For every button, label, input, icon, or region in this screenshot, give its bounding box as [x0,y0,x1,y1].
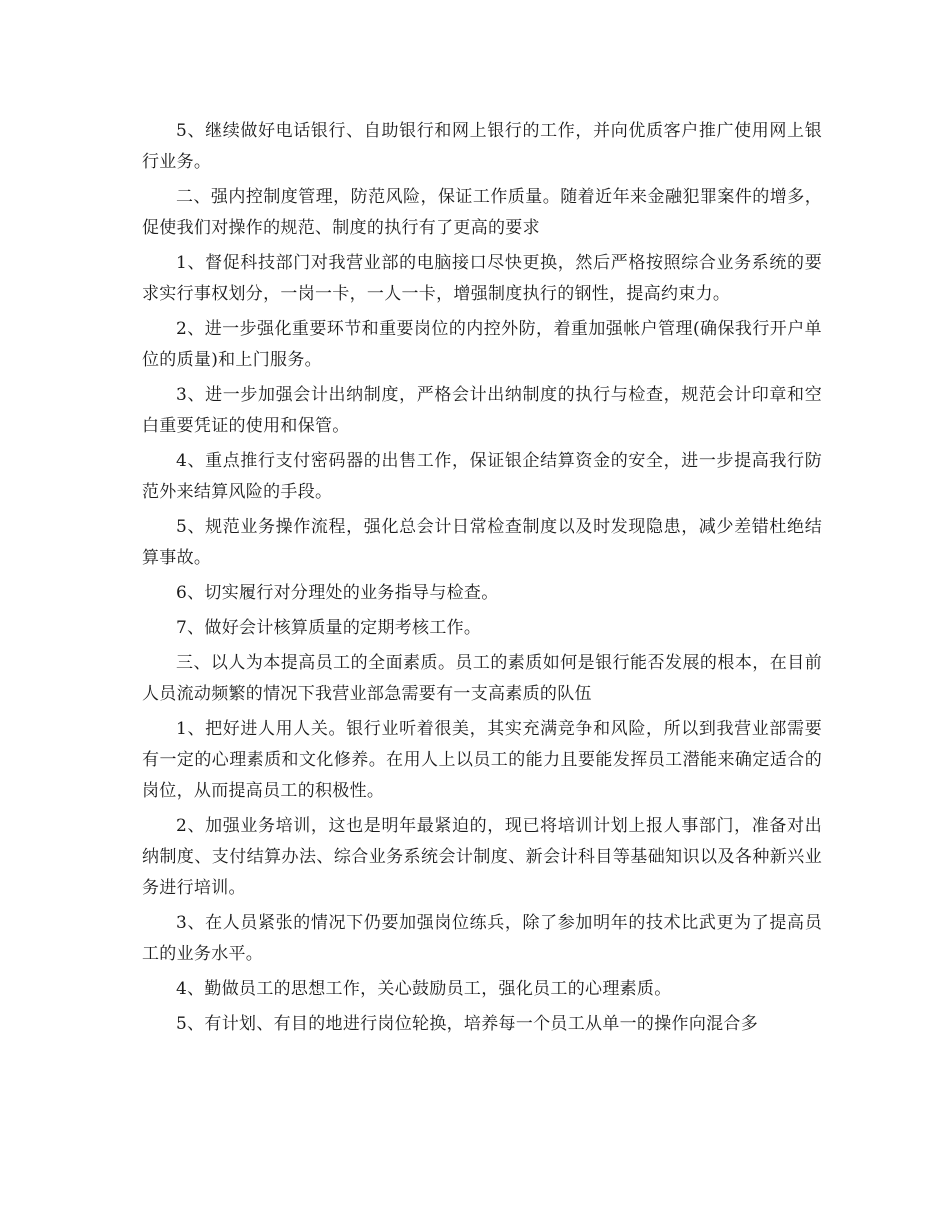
paragraph-item: 5、规范业务操作流程，强化总会计日常检查制度以及时发现隐患，减少差错杜绝结算事故。 [142,517,822,568]
paragraph-item: 7、做好会计核算质量的定期考核工作。 [176,618,482,638]
section-heading-paragraph: 二、强内控制度管理，防范风险，保证工作质量。随着近年来金融犯罪案件的增多，促使我们对操作的规范、制度的执行有了更高的要求 [142,187,822,238]
paragraph-item: 2、加强业务培训，这也是明年最紧迫的，现已将培训计划上报人事部门，准备对出纳制度、支付结算办法、综合业务系统会计制度、新会计科目等基础知识以及各种新兴业务进行培训。 [142,816,822,898]
paragraph-item: 1、督促科技部门对我营业部的电脑接口尽快更换，然后严格按照综合业务系统的要求实行事权划分，一岗一卡，一人一卡，增强制度执行的钢性，提高约束力。 [142,253,822,304]
paragraph-item: 3、进一步加强会计出纳制度，严格会计出纳制度的执行与检查，规范会计印章和空白重要凭证的使用和保管。 [142,385,822,436]
paragraph-item: 4、勤做员工的思想工作，关心鼓励员工，强化员工的心理素质。 [176,979,672,999]
paragraph-item: 5、继续做好电话银行、自助银行和网上银行的工作，并向优质客户推广使用网上银行业务。 [142,121,822,172]
section-heading-paragraph: 三、以人为本提高员工的全面素质。员工的素质如何是银行能否发展的根本，在目前人员流动频繁的情况下我营业部急需要有一支高素质的队伍 [142,653,822,704]
paragraph-item: 3、在人员紧张的情况下仍要加强岗位练兵，除了参加明年的技术比武更为了提高员工的业务水平。 [142,913,822,964]
paragraph-item: 1、把好进人用人关。银行业听着很美，其实充满竞争和风险，所以到我营业部需要有一定的心理素质和文化修养。在用人上以员工的能力且要能发挥员工潜能来确定适合的岗位，从而提高员工的积极性。 [142,719,822,801]
paragraph-item: 6、切实履行对分理处的业务指导与检查。 [176,583,499,603]
paragraph-item: 5、有计划、有目的地进行岗位轮换，培养每一个员工从单一的操作向混合多 [176,1014,759,1034]
document-body [142,116,822,1044]
paragraph-item: 2、进一步强化重要环节和重要岗位的内控外防，着重加强帐户管理(确保我行开户单位的质量)和上门服务。 [142,319,822,370]
paragraph-item: 4、重点推行支付密码器的出售工作，保证银企结算资金的安全，进一步提高我行防范外来结算风险的手段。 [142,451,822,502]
